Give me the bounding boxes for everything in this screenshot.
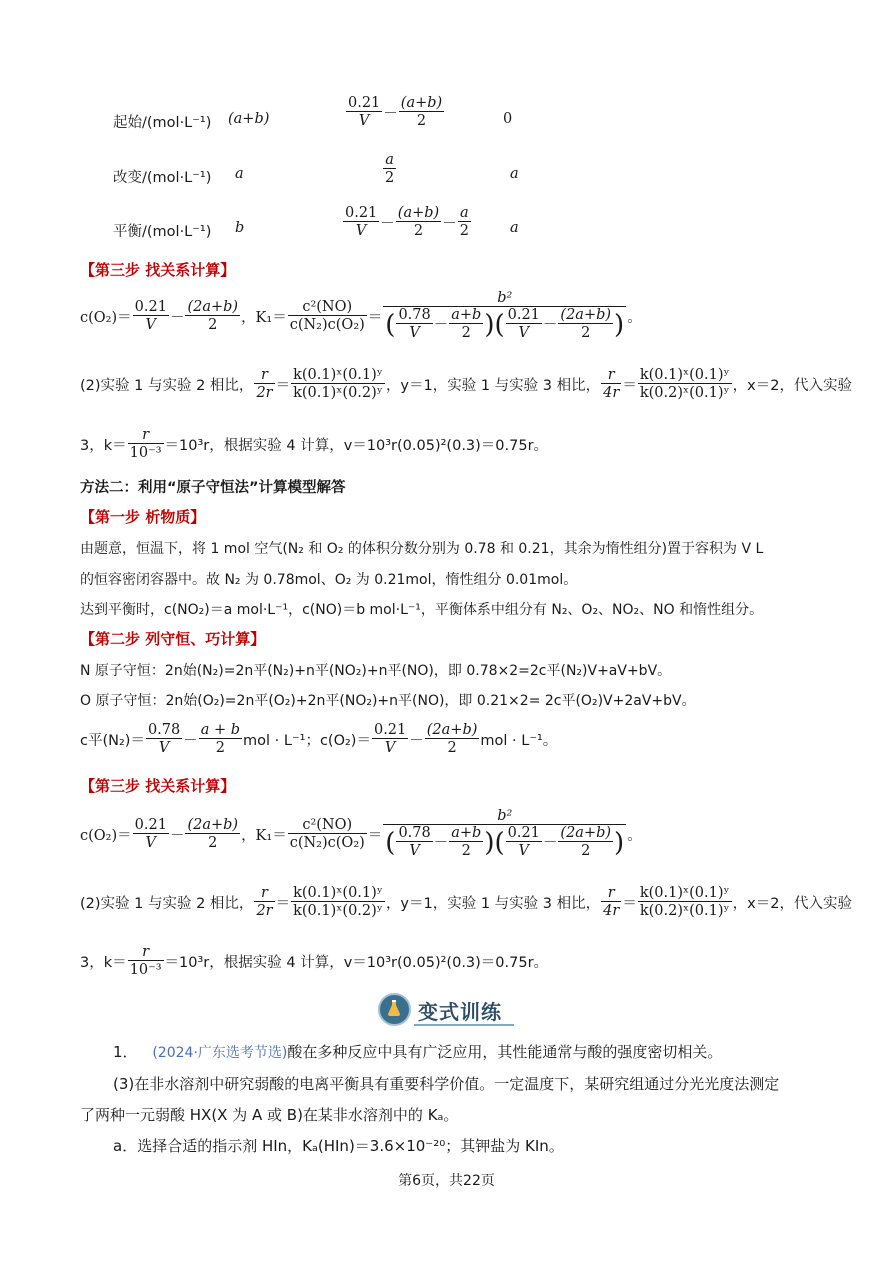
concentration-line: c平(N₂)＝ $\frac{0.78}{V}$ － $\frac{a + b}{2}$ mol · L⁻¹；c(O₂)＝ $\frac{0.21}{V}$ － $\frac{(2a+b)}{2}$ mol · L⁻¹。 [80, 722, 558, 756]
row1-col1: (a+b) [228, 111, 270, 127]
question-part-a: a．选择合适的指示剂 HIn，Kₐ(HIn)＝3.6×10⁻²⁰；其钾盐为 KIn。 [113, 1137, 564, 1155]
row1-col3: 0 [503, 111, 513, 127]
k1-expression-b: c(O₂)＝ $\frac{0.21}{V}$ － $\frac{(2a+b)}{2}$ ，K₁＝ $\frac{\text{c²(NO)}}{\text{c(N₂)c(O₂)}}$ ＝ b² ( $\frac{0.78}{V}$ － $\frac{a+b}{2}$ )( $\frac{0.21}{V}$ － $\frac{(2a+b)}{2}$ ) 。 [80, 808, 642, 859]
question-text: 酸在多种反应中具有广泛应用，其性能通常与酸的强度密切相关。 [287, 1043, 723, 1061]
ratio-line-a: (2)实验 1 与实验 2 相比， $\frac{r}{2r}$ ＝ $\frac{\text{k(0.1)ˣ(0.1)ʸ}}{\text{k(0.1)ˣ(0.2)ʸ}}$ ，y＝1，实验 1 与实验 3 相比， $\frac{r}{4r}$ ＝ $\frac{\text{k(0.1)ˣ(0.1)ʸ}}{\text{k(0.2)ˣ(0.1)ʸ}}$ ，x＝2，代入实验 [80, 367, 852, 401]
page-footer: 第6页，共22页 [398, 1173, 495, 1189]
ratio-line-b: (2)实验 1 与实验 2 相比， $\frac{r}{2r}$ ＝ $\frac{\text{k(0.1)ˣ(0.1)ʸ}}{\text{k(0.1)ˣ(0.2)ʸ}}$ ，y＝1，实验 1 与实验 3 相比， $\frac{r}{4r}$ ＝ $\frac{\text{k(0.1)ˣ(0.1)ʸ}}{\text{k(0.2)ˣ(0.1)ʸ}}$ ，x＝2，代入实验 [80, 885, 852, 919]
question-part3-line1: (3)在非水溶剂中研究弱酸的电离平衡具有重要科学价值。一定温度下，某研究组通过分光光度法测定 [113, 1075, 780, 1093]
row3-col1: b [235, 220, 245, 236]
question-line1 [113, 1041, 722, 1062]
question-source: (2024·广东选考节选) [152, 1045, 288, 1061]
heading-method2: 方法二：利用“原子守恒法”计算模型解答 [80, 480, 346, 496]
row3-col2: $\frac{0.21}{V}$ － $\frac{(a+b)}{2}$ － $\frac{a}{2}$ [345, 205, 469, 239]
k1-expression-a: c(O₂)＝ $\frac{0.21}{V}$ － $\frac{(2a+b)}{2}$ ，K₁＝ $\frac{\text{c²(NO)}}{\text{c(N₂)c(O₂)}}$ ＝ b² ( $\frac{0.78}{V}$ － $\frac{a+b}{2}$ )( $\frac{0.21}{V}$ － $\frac{(2a+b)}{2}$ ) 。 [80, 290, 642, 341]
row3-col3: a [510, 220, 519, 236]
step1-line2: 的恒容密闭容器中。故 N₂ 为 0.78mol、O₂ 为 0.21mol，惰性组分 0.01mol。 [80, 572, 578, 588]
step2-line2: O 原子守恒：2n始(O₂)=2n平(O₂)+2n平(NO₂)+n平(NO)，即 0.21×2= 2c平(O₂)V+2aV+bV。 [80, 693, 696, 709]
row-label-initial: 起始/(mol·L⁻¹) [113, 115, 212, 131]
heading-step3-b: 【第三步 找关系计算】 [80, 777, 236, 795]
row2-col2: $\frac{a}{2}$ [385, 152, 395, 186]
heading-step1: 【第一步 析物质】 [80, 508, 206, 526]
heading-step2: 【第二步 列守恒、巧计算】 [80, 630, 266, 648]
row2-col1: a [235, 166, 244, 182]
question-number: 1． [113, 1043, 138, 1061]
badge-underline [414, 1024, 514, 1026]
row2-col3: a [510, 166, 519, 182]
step1-line3: 达到平衡时，c(NO₂)＝a mol·L⁻¹，c(NO)＝b mol·L⁻¹，平衡体系中组分有 N₂、O₂、NO₂、NO 和惰性组分。 [80, 602, 764, 618]
heading-step3-a: 【第三步 找关系计算】 [80, 261, 236, 279]
step2-line1: N 原子守恒：2n始(N₂)=2n平(N₂)+n平(NO₂)+n平(NO)，即 0.78×2=2c平(N₂)V+aV+bV。 [80, 663, 672, 679]
row1-col2: $\frac{0.21}{V}$ － $\frac{(a+b)}{2}$ [348, 95, 443, 129]
flask-icon [388, 1000, 400, 1016]
row-label-equilibrium: 平衡/(mol·L⁻¹) [113, 224, 212, 240]
question-part3-line2: 了两种一元弱酸 HX(X 为 A 或 B)在某非水溶剂中的 Kₐ。 [80, 1106, 459, 1124]
variant-training-badge [378, 993, 516, 1027]
row-label-change: 改变/(mol·L⁻¹) [113, 170, 212, 186]
k-value-line-a: 3，k＝ $\frac{r}{\text{10⁻³}}$ ＝10³r，根据实验 4 计算，v＝10³r(0.05)²(0.3)＝0.75r。 [80, 427, 549, 461]
k-value-line-b: 3，k＝ $\frac{r}{\text{10⁻³}}$ ＝10³r，根据实验 4 计算，v＝10³r(0.05)²(0.3)＝0.75r。 [80, 944, 549, 978]
badge-title: 变式训练 [418, 1000, 502, 1024]
step1-line1: 由题意，恒温下，将 1 mol 空气(N₂ 和 O₂ 的体积分数分别为 0.78 和 0.21，其余为惰性组分)置于容积为 V L [80, 541, 764, 557]
